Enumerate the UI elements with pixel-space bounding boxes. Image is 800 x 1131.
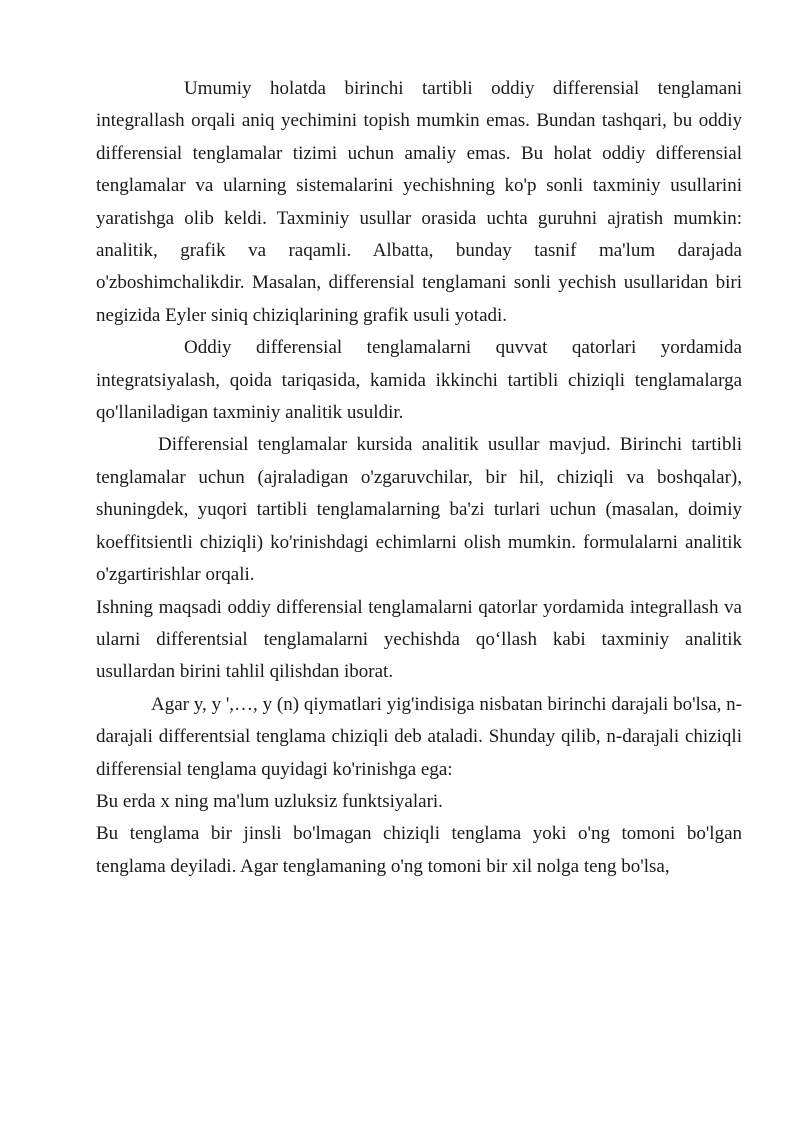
paragraph-continuous-functions: Bu erda x ning ma'lum uzluksiz funktsiyalari. (96, 790, 443, 812)
document-page (96, 73, 742, 883)
paragraph-power-series: Oddiy differensial tenglamalarni quvvat qatorlari yordamida integratsiyalash, qoida tariqasida, kamida ikkinchi tartibli chiziqli tenglamalarga qo'llaniladigan taxminiy analitik usuldir. (96, 337, 742, 424)
paragraph-linear-definition: Agar y, y ',…, y (n) qiymatlari yig'indisiga nisbatan birinchi darajali bo'lsa, n-darajali differentsial tenglama chiziqli deb ataladi. Shunday qilib, n-darajali chiziqli differensial tenglama quyidagi ko'rinishga ega: (96, 693, 742, 780)
paragraph-goal: Ishning maqsadi oddiy differensial tenglamalarni qatorlar yordamida integrallash va ularni differentsial tenglamalarni yechishda qo‘llash kabi taxminiy analitik usullardan birini tahlil qilishdan iborat. (96, 596, 742, 683)
paragraph-approximate-methods: Umumiy holatda birinchi tartibli oddiy differensial tenglamani integrallash orqali aniq yechimini topish mumkin emas. Bundan tashqari, bu oddiy differensial tenglamalar tizimi uchun amaliy emas. Bu holat oddiy differensial tenglamalar va ularning sistemalarini yechishning ko'p sonli taxminiy usullarini yaratishga olib keldi. Taxminiy usullar orasida uchta guruhni ajratish mumkin: analitik, grafik va raqamli. Albatta, bunday tasnif ma'lum darajada o'zboshimchalikdir. Masalan, differensial tenglamani sonli yechish usullaridan biri negizida Eyler siniq chiziqlarining grafik usuli yotadi. (96, 78, 742, 326)
paragraph-inhomogeneous: Bu tenglama bir jinsli bo'lmagan chiziqli tenglama yoki o'ng tomoni bo'lgan tenglama deyiladi. Agar tenglamaning o'ng tomoni bir xil nolga teng bo'lsa, (96, 823, 742, 877)
paragraph-analytic-methods: Differensial tenglamalar kursida analitik usullar mavjud. Birinchi tartibli tenglamalar uchun (ajraladigan o'zgaruvchilar, bir hil, chiziqli va boshqalar), shuningdek, yuqori tartibli tenglamalarning ba'zi turlari uchun (masalan, doimiy koeffitsientli chiziqli) ko'rinishdagi echimlarni olish mumkin. formulalarni analitik o'zgartirishlar orqali. (96, 434, 742, 586)
